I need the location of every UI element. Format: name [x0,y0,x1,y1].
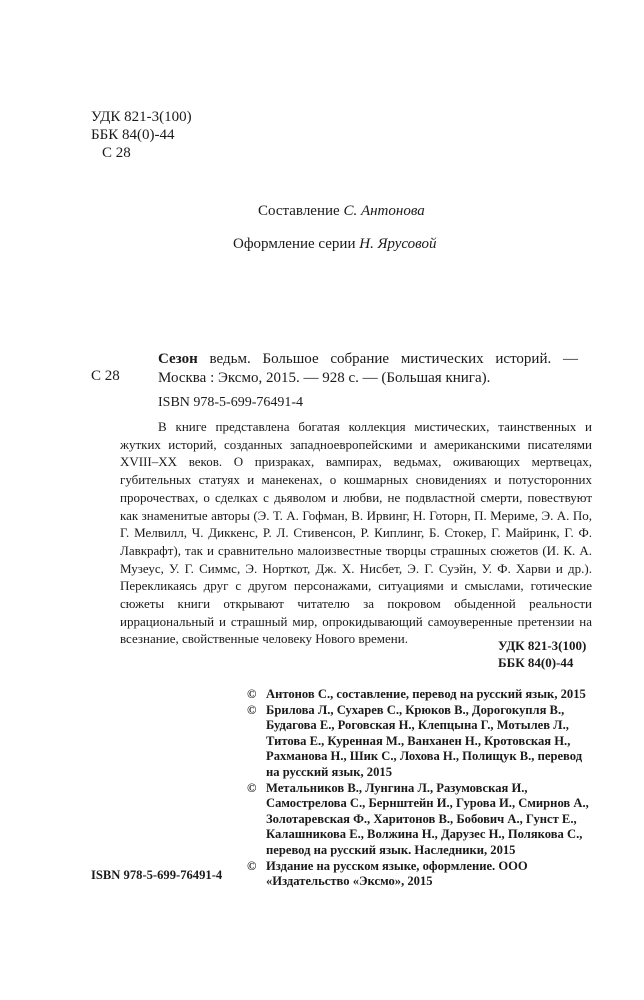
copyright-item [247,781,593,859]
bibliographic-record [158,350,578,388]
bbk-code: ББК 84(0)-44 [91,127,175,143]
book-annotation: В книге представлена богатая коллекция мистических, таинственных и жутких историй, созданных западноевропейскими и американскими писателями XVIII–XX веков. О призраках, вампирах, ведьмах, оживающих мертвецах, губительных статуях и манекенах, о кошмарных сновидениях и потусторонних пророчествах, о сделках с дьяволом и любви, не подвластной смерти, повествуют как знаменитые авторы (Э. Т. А. Гофман, В. Ирвинг, Н. Готорн, П. Мериме, Э. А. По, Г. Мелвилл, Ч. Диккенс, Р. Л. Стивенсон, Р. Киплинг, Б. Стокер, Г. Майринк, Г. Ф. Лавкрафт), так и сравнительно малоизвестные творцы страшных сюжетов (И. К. А. Музеус, У. Г. Симмс, Э. Норткот, Дж. Х. Нисбет, Э. Г. Суэйн, У. Ф. Харви и др.). Перекликаясь друг с другом персонажами, ситуациями и смыслами, готические сюжеты книги открывают читателю за покровом обыденной реальности иррациональный и страшный мир, опрокидывающий самоуверенные претензии на всезнание, свойственные человеку Нового времени. [120,419,592,647]
bibliographic-description: ведьм. Большое собрание мистических историй. — Москва : Эксмо, 2015. — 928 с. — (Большая книга). [158,351,579,386]
copyright-text: Брилова Л., Сухарев С., Крюков В., Дорогокупля В., Будагова Е., Роговская Н., Клепцына Г., Мотылев Л., Титова Е., Куренная М., Ванханен Н., Кротовская Н., Рахманова Н., Шик С., Лохова Н., Полищук В., перевод на русский язык, 2015 [266,702,583,779]
bibliographic-side-mark: С 28 [91,368,120,384]
copyright-icon: © [247,780,257,795]
series-design-credit [233,236,436,253]
copyright-icon: © [247,687,257,701]
copyright-item [247,703,593,781]
copyright-notices [247,687,593,890]
udk-code: УДК 821-3(100) [91,109,192,125]
author-mark: С 28 [102,145,131,161]
design-name: Н. Ярусовой [359,236,437,252]
copyright-text: Издание на русском языке, оформление. ООО «Издательство «Эксмо», 2015 [266,858,528,889]
copyright-text: Метальников В., Лунгина Л., Разумовская И., Самострелова С., Бернштейн И., Гурова И., Смирнов А., Золотаревская Ф., Харитонов В., Бобович А., Гунст Е., Калашникова Е., Волжина Н., Дарузес Н., Полякова С., перевод на русский язык. Наследники, 2015 [266,780,589,857]
compiler-label: Составление [258,203,340,219]
copyright-text: Антонов С., составление, перевод на русский язык, 2015 [266,687,586,701]
copyright-item [247,859,593,890]
isbn-footer: ISBN 978-5-699-76491-4 [91,868,223,882]
copyright-icon: © [247,702,257,717]
classification-codes [91,108,192,162]
copyright-icon: © [247,858,257,873]
compiler-name: С. Антонова [343,203,425,219]
footer-udk: УДК 821-3(100) [498,638,587,653]
isbn-record: ISBN 978-5-699-76491-4 [158,395,304,410]
footer-bbk: ББК 84(0)-44 [498,655,574,670]
footer-classification [498,637,586,671]
copyright-item [247,687,593,703]
compiler-credit [258,203,425,220]
book-title: Сезон [158,351,198,367]
design-label: Оформление серии [233,236,356,252]
